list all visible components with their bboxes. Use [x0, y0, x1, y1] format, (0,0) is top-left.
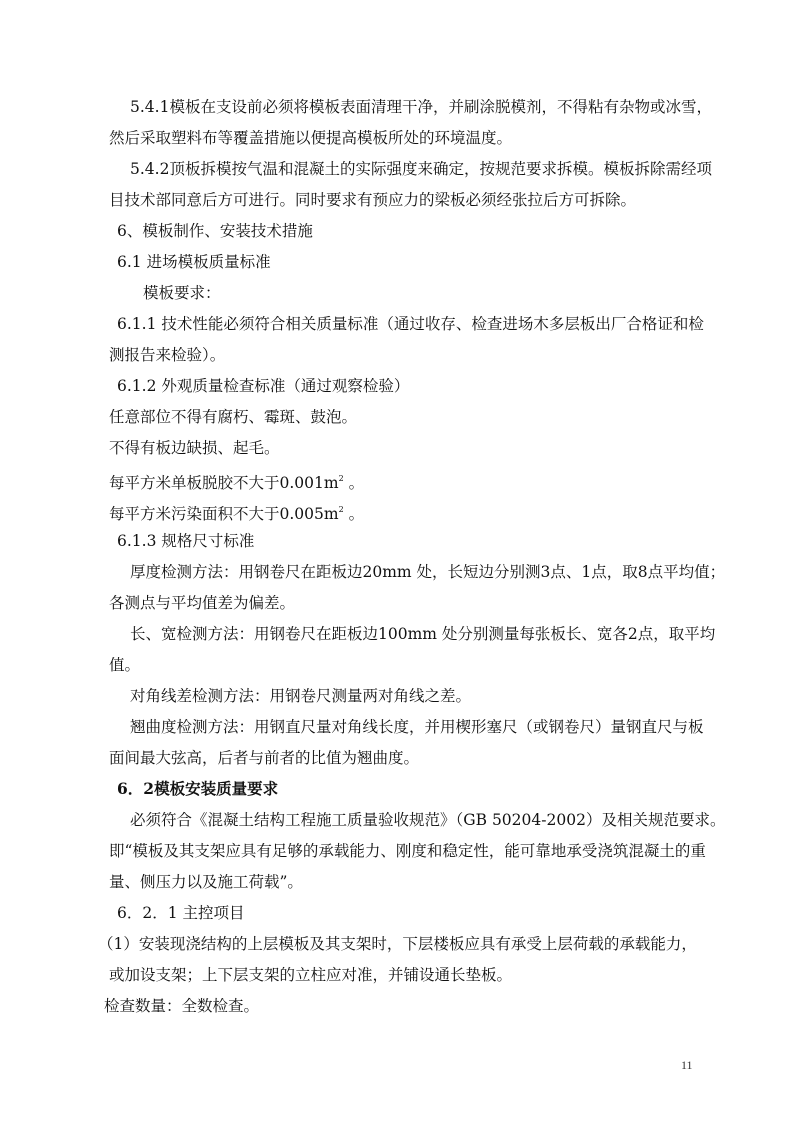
item-6-2-1-heading: 6．2．1 主控项目: [117, 904, 245, 922]
page-number: 11: [681, 1058, 693, 1072]
inspection-quantity: 检查数量：全数检查。: [104, 997, 260, 1015]
spec-compliance-line1: 必须符合《混凝土结构工程施工质量验收规范》（GB 50204-2002）及相关规范要求。: [130, 811, 726, 829]
item-6-1-2-heading: 6.1.2 外观质量检查标准（通过观察检验）: [117, 377, 410, 395]
length-width-method-line2: 值。: [109, 656, 141, 674]
template-requirements-label: 模板要求：: [143, 284, 221, 302]
spec-compliance-line3: 量、侧压力以及施工荷载”。: [109, 873, 303, 891]
rule-4-text: 每平方米污染面积不大于0.005m: [109, 505, 339, 523]
item-6-1-1-line2: 测报告来检验）。: [109, 346, 226, 364]
paragraph-5-4-2-line2: 目技术部同意后方可进行。同时要求有预应力的梁板必须经张拉后方可拆除。: [109, 191, 637, 209]
item-6-1-3-heading: 6.1.3 规格尺寸标准: [117, 532, 255, 550]
rule-4-superscript: 2: [338, 505, 344, 514]
paragraph-5-4-1-line2: 然后采取塑料布等覆盖措施以便提高模板所处的环境温度。: [109, 129, 513, 147]
warp-method-line2: 面间最大弦高，后者与前者的比值为翘曲度。: [109, 749, 420, 767]
length-width-method-line1: 长、宽检测方法：用钢卷尺在距板边100mm 处分别测量每张板长、宽各2点，取平均: [130, 625, 716, 643]
item-6-1-1-line1: 6.1.1 技术性能必须符合相关质量标准（通过收存、检查进场木多层板出厂合格证和检: [117, 315, 704, 333]
paragraph-5-4-1-line1: 5.4.1模板在支设前必须将模板表面清理干净，并刷涂脱模剂，不得粘有杂物或冰雪，: [130, 98, 712, 116]
main-item-1-line2: 或加设支架；上下层支架的立柱应对准，并铺设通长垫板。: [109, 966, 513, 984]
warp-method-line1: 翘曲度检测方法：用钢直尺量对角线长度，并用楔形塞尺（或钢卷尺）量钢直尺与板: [130, 718, 704, 736]
main-item-1-line1: （1）安装现浇结构的上层模板及其支架时，下层楼板应具有承受上层荷载的承载能力，: [98, 935, 697, 953]
appearance-rule-3: [109, 468, 364, 494]
rule-3-end: 。: [343, 474, 365, 492]
paragraph-5-4-2-line1: 5.4.2顶板拆模按气温和混凝土的实际强度来确定，按规范要求拆模。模板拆除需经项: [130, 160, 712, 178]
thickness-method-line1: 厚度检测方法：用钢卷尺在距板边20mm 处，长短边分别测3点、1点，取8点平均值；: [130, 563, 726, 581]
rule-4-end: 。: [343, 505, 365, 523]
section-6-1-heading: 6.1 进场模板质量标准: [117, 253, 271, 271]
rule-3-superscript: 2: [338, 474, 344, 483]
section-6-heading: 6、模板制作、安装技术措施: [117, 222, 313, 240]
appearance-rule-2: 不得有板边缺损、起毛。: [109, 439, 280, 457]
appearance-rule-1: 任意部位不得有腐朽、霉斑、鼓泡。: [109, 408, 358, 426]
appearance-rule-4: [109, 499, 364, 525]
diagonal-method: 对角线差检测方法：用钢卷尺测量两对角线之差。: [130, 687, 472, 705]
thickness-method-line2: 各测点与平均值差为偏差。: [109, 594, 296, 612]
section-6-2-heading: 6．2模板安装质量要求: [117, 779, 279, 798]
spec-compliance-line2: 即“模板及其支架应具有足够的承载能力、刚度和稳定性，能可靠地承受浇筑混凝土的重: [109, 842, 706, 860]
rule-3-text: 每平方米单板脱胶不大于0.001m: [109, 474, 339, 492]
